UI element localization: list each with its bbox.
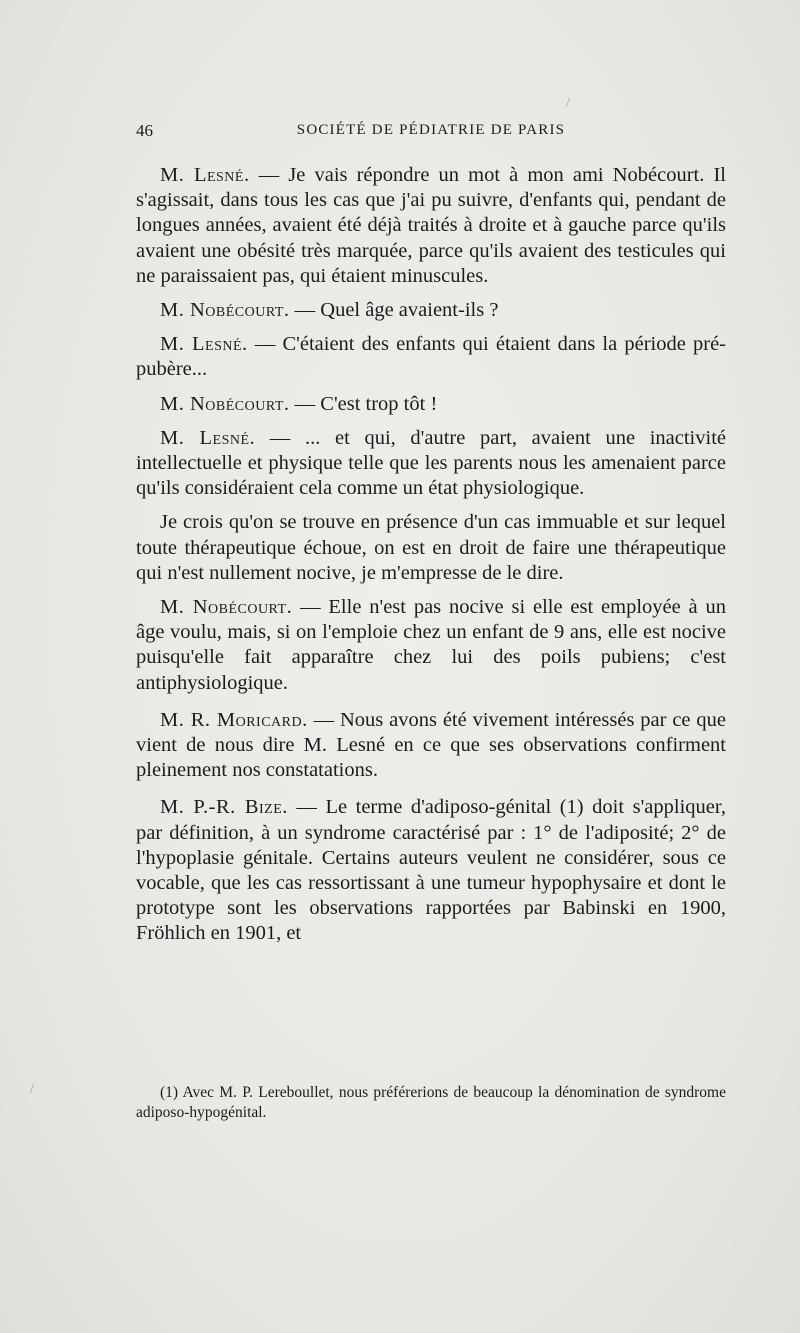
speaker: M. Nobécourt. [160,596,293,619]
stray-mark: / [30,1082,34,1097]
running-title: SOCIÉTÉ DE PÉDIATRIE DE PARIS [296,122,566,138]
speaker: M. Nobécourt. [160,392,290,415]
speaker: M. Nobécourt. [160,299,290,322]
paragraph [136,392,726,417]
paragraph [136,163,726,289]
paragraph-text: Je crois qu'on se trouve en présence d'un cas immuable et sur lequel toute thérapeutique échoue, on est en droit de faire une thérapeutique qui n'est nullement nocive, je m'empresse de le dire. [136,511,726,584]
paragraph [136,332,726,382]
speaker: M. P.-R. Bize. [160,796,288,819]
paragraph-text: — C'est trop tôt ! [289,392,438,415]
speaker: M. Lesné. [160,333,248,356]
page-header [136,121,726,145]
paragraph [136,595,726,696]
paragraph [136,298,726,323]
paragraph-text: — Nous avons été vivement intéressés par ce que vient de nous dire M. Lesné en ce que ses observations confirment pleinement nos constatations. [136,708,726,782]
speaker: M. R. Moricard. [160,708,308,731]
paragraph [136,708,726,784]
speaker: M. Lesné. [160,426,256,449]
footnote-text: (1) Avec M. P. Lereboullet, nous préférerions de beaucoup la dénomination de syndrome adiposo-hypogénital. [136,1084,726,1121]
speaker: M. Lesné. [160,164,250,186]
paragraph-text: — Elle n'est pas nocive si elle est employée à un âge voulu, mais, si on l'emploie chez un enfant de 9 ans, elle est nocive puisqu'elle fait apparaître chez lui des poils pubiens; c'est antiphysiologique. [136,596,726,694]
footnote [136,1083,726,1123]
paragraph [136,510,726,586]
page-number: 46 [136,121,153,140]
paragraph-text: — Je vais répondre un mot à mon ami Nobécourt. Il s'agissait, dans tous les cas que j'ai pu suivre, d'enfants qui, pendant de longues années, avaient été déjà traités à droite et à gauche parce qu'ils avaient une obésité très marquée, parce qu'ils avaient des testicules qui ne paraissaient pas, qui étaient minuscules. [136,164,726,287]
main-text [136,163,726,947]
paragraph-text: — Quel âge avaient-ils ? [289,299,499,322]
paragraph-text: — ... et qui, d'autre part, avaient une inactivité intellectuelle et physique telle que les parents nous les amenaient parce qu'ils considéraient cela comme un état physiologique. [136,426,726,500]
paragraph [136,426,726,502]
paragraph [136,795,726,946]
stray-mark: / [566,96,570,111]
paragraph-text: — C'étaient des enfants qui étaient dans la période pré-pubère... [136,333,727,381]
paragraph-text: — Le terme d'adiposo-génital (1) doit s'appliquer, par définition, à un syndrome caractérisé par : 1° de l'adiposité; 2° de l'hypoplasie génitale. Certains auteurs veulent ne considérer, sous ce vocable, que les cas ressortissant à une tumeur hypophysaire et dont le prototype sont les observations rapportées par Babinski en 1900, Fröhlich en 1901, et [136,796,726,945]
